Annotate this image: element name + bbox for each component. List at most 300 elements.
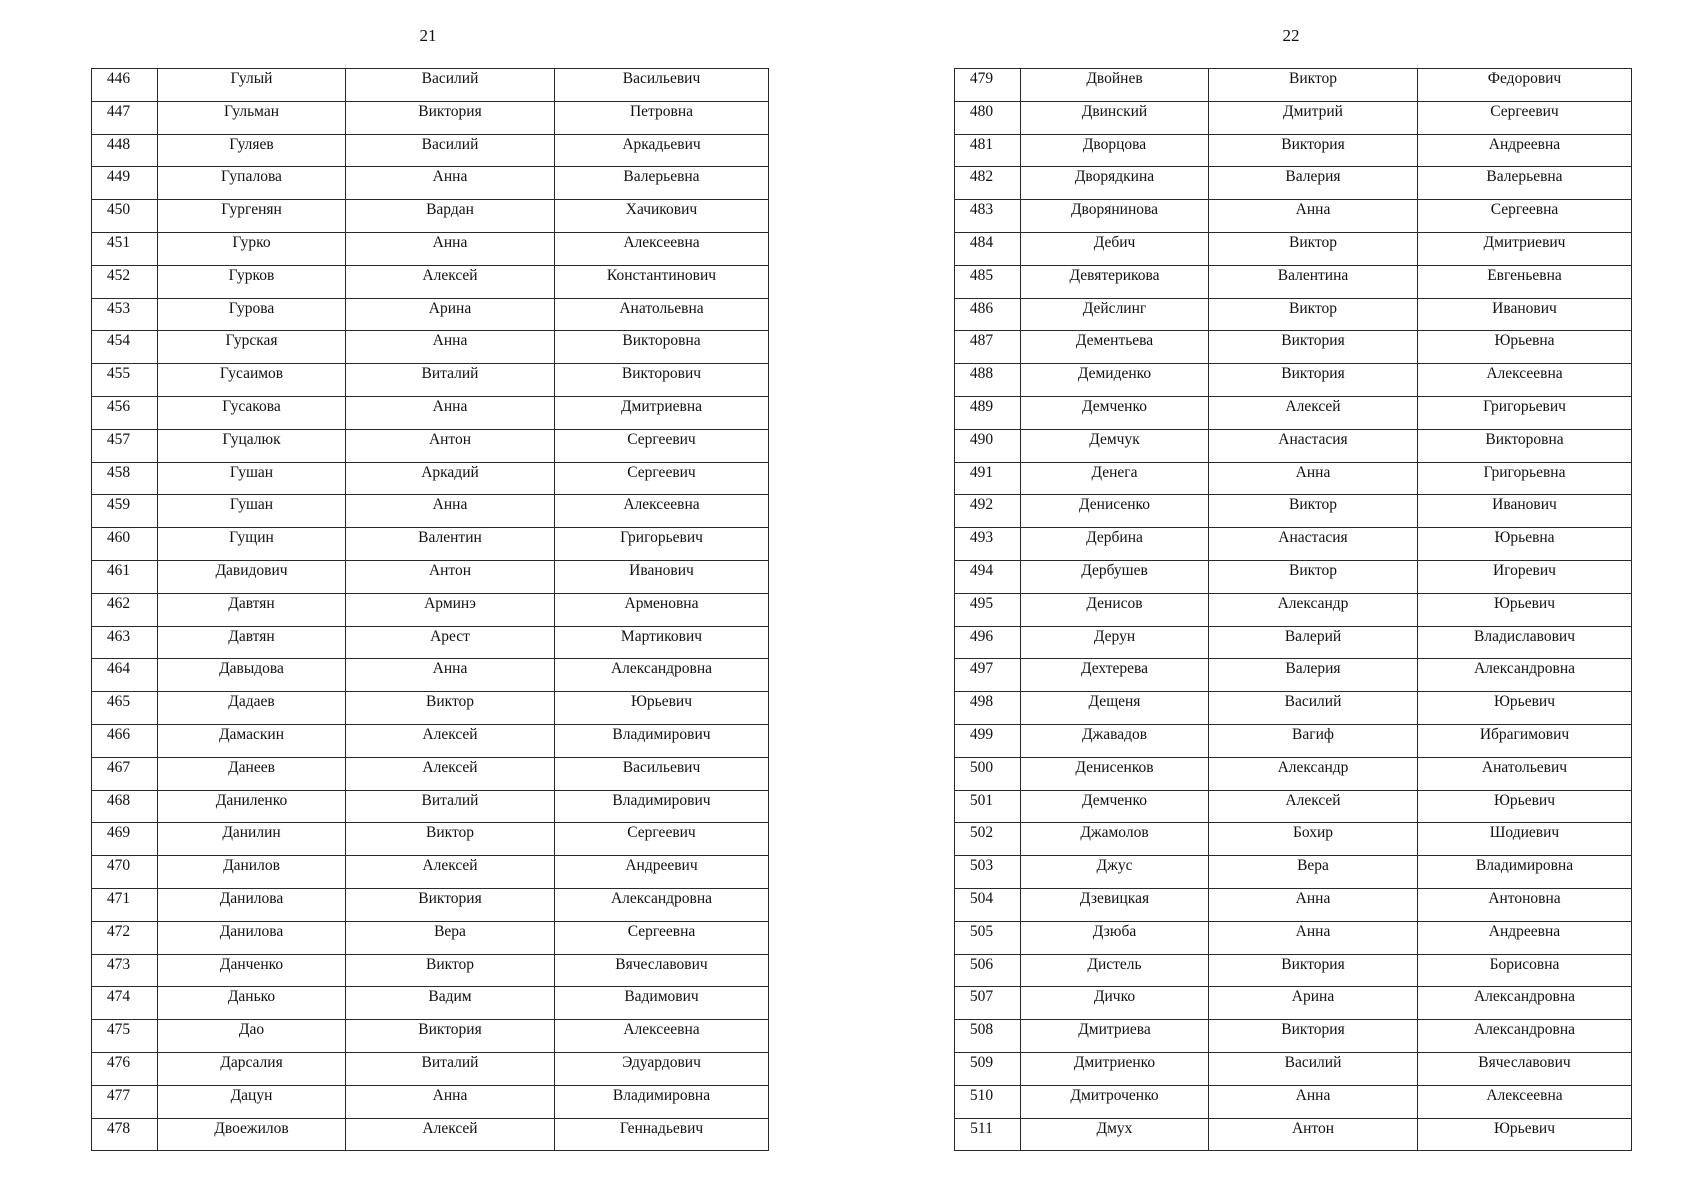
first-name-cell: Бохир xyxy=(1209,823,1418,856)
first-name-cell: Вадим xyxy=(346,987,555,1020)
first-name-cell: Виктория xyxy=(1209,134,1418,167)
name-table xyxy=(91,68,769,1151)
row-number-cell: 480 xyxy=(955,101,1021,134)
table-row xyxy=(955,101,1632,134)
table-row xyxy=(955,987,1632,1020)
row-number-cell: 458 xyxy=(92,462,158,495)
table-row xyxy=(955,888,1632,921)
table-row xyxy=(955,298,1632,331)
last-name-cell: Дехтерева xyxy=(1021,659,1209,692)
patronymic-cell: Викторовна xyxy=(1418,429,1632,462)
first-name-cell: Виктор xyxy=(346,692,555,725)
last-name-cell: Денисов xyxy=(1021,593,1209,626)
first-name-cell: Анна xyxy=(1209,921,1418,954)
last-name-cell: Дзюба xyxy=(1021,921,1209,954)
table-row xyxy=(92,232,769,265)
first-name-cell: Виктор xyxy=(1209,298,1418,331)
last-name-cell: Дворцова xyxy=(1021,134,1209,167)
patronymic-cell: Васильевич xyxy=(555,69,769,102)
last-name-cell: Дворядкина xyxy=(1021,167,1209,200)
first-name-cell: Антон xyxy=(1209,1118,1418,1151)
last-name-cell: Денега xyxy=(1021,462,1209,495)
last-name-cell: Гулый xyxy=(158,69,346,102)
last-name-cell: Дербина xyxy=(1021,528,1209,561)
row-number-cell: 498 xyxy=(955,692,1021,725)
patronymic-cell: Федорович xyxy=(1418,69,1632,102)
table-row xyxy=(92,659,769,692)
row-number-cell: 467 xyxy=(92,757,158,790)
table-row xyxy=(955,167,1632,200)
patronymic-cell: Аркадьевич xyxy=(555,134,769,167)
last-name-cell: Данилин xyxy=(158,823,346,856)
first-name-cell: Алексей xyxy=(346,724,555,757)
patronymic-cell: Юрьевна xyxy=(1418,331,1632,364)
last-name-cell: Гурков xyxy=(158,265,346,298)
first-name-cell: Вагиф xyxy=(1209,724,1418,757)
first-name-cell: Алексей xyxy=(1209,396,1418,429)
row-number-cell: 449 xyxy=(92,167,158,200)
patronymic-cell: Александровна xyxy=(555,888,769,921)
table-row xyxy=(92,1020,769,1053)
patronymic-cell: Владимирович xyxy=(555,790,769,823)
last-name-cell: Дацун xyxy=(158,1085,346,1118)
table-row xyxy=(955,790,1632,823)
table-row xyxy=(955,659,1632,692)
last-name-cell: Джамолов xyxy=(1021,823,1209,856)
last-name-cell: Дещеня xyxy=(1021,692,1209,725)
table-row xyxy=(955,528,1632,561)
patronymic-cell: Андреевич xyxy=(555,856,769,889)
first-name-cell: Анна xyxy=(346,396,555,429)
row-number-cell: 499 xyxy=(955,724,1021,757)
table-row xyxy=(955,364,1632,397)
table-row xyxy=(955,593,1632,626)
patronymic-cell: Александровна xyxy=(1418,987,1632,1020)
last-name-cell: Дао xyxy=(158,1020,346,1053)
row-number-cell: 446 xyxy=(92,69,158,102)
last-name-cell: Данилова xyxy=(158,888,346,921)
patronymic-cell: Вадимович xyxy=(555,987,769,1020)
table-row xyxy=(92,1118,769,1151)
first-name-cell: Анастасия xyxy=(1209,429,1418,462)
last-name-cell: Гушан xyxy=(158,462,346,495)
row-number-cell: 481 xyxy=(955,134,1021,167)
name-table xyxy=(954,68,1632,1151)
row-number-cell: 471 xyxy=(92,888,158,921)
first-name-cell: Василий xyxy=(1209,692,1418,725)
last-name-cell: Гурко xyxy=(158,232,346,265)
last-name-cell: Дадаев xyxy=(158,692,346,725)
patronymic-cell: Владимировна xyxy=(555,1085,769,1118)
patronymic-cell: Григорьевич xyxy=(555,528,769,561)
table-row xyxy=(92,954,769,987)
first-name-cell: Вардан xyxy=(346,200,555,233)
patronymic-cell: Петровна xyxy=(555,101,769,134)
row-number-cell: 493 xyxy=(955,528,1021,561)
left-page xyxy=(88,0,788,1200)
last-name-cell: Гущин xyxy=(158,528,346,561)
last-name-cell: Демченко xyxy=(1021,396,1209,429)
row-number-cell: 454 xyxy=(92,331,158,364)
row-number-cell: 485 xyxy=(955,265,1021,298)
patronymic-cell: Сергеевна xyxy=(555,921,769,954)
table-row xyxy=(955,626,1632,659)
first-name-cell: Анна xyxy=(1209,462,1418,495)
patronymic-cell: Константинович xyxy=(555,265,769,298)
table-row xyxy=(955,429,1632,462)
table-row xyxy=(955,265,1632,298)
patronymic-cell: Юрьевич xyxy=(555,692,769,725)
first-name-cell: Вера xyxy=(1209,856,1418,889)
right-page xyxy=(951,0,1651,1200)
last-name-cell: Гургенян xyxy=(158,200,346,233)
row-number-cell: 494 xyxy=(955,560,1021,593)
row-number-cell: 504 xyxy=(955,888,1021,921)
patronymic-cell: Александровна xyxy=(555,659,769,692)
patronymic-cell: Борисовна xyxy=(1418,954,1632,987)
patronymic-cell: Дмитриевич xyxy=(1418,232,1632,265)
first-name-cell: Антон xyxy=(346,429,555,462)
row-number-cell: 448 xyxy=(92,134,158,167)
first-name-cell: Анна xyxy=(1209,200,1418,233)
patronymic-cell: Васильевич xyxy=(555,757,769,790)
row-number-cell: 511 xyxy=(955,1118,1021,1151)
name-table-body xyxy=(92,69,769,1151)
row-number-cell: 474 xyxy=(92,987,158,1020)
last-name-cell: Девятерикова xyxy=(1021,265,1209,298)
first-name-cell: Арест xyxy=(346,626,555,659)
table-row xyxy=(955,921,1632,954)
row-number-cell: 488 xyxy=(955,364,1021,397)
first-name-cell: Виктория xyxy=(1209,1020,1418,1053)
row-number-cell: 503 xyxy=(955,856,1021,889)
row-number-cell: 457 xyxy=(92,429,158,462)
last-name-cell: Гуляев xyxy=(158,134,346,167)
table-row xyxy=(92,331,769,364)
table-row xyxy=(92,921,769,954)
last-name-cell: Двинский xyxy=(1021,101,1209,134)
patronymic-cell: Сергеевич xyxy=(555,429,769,462)
last-name-cell: Давтян xyxy=(158,593,346,626)
table-row xyxy=(92,757,769,790)
table-row xyxy=(955,1020,1632,1053)
first-name-cell: Алексей xyxy=(346,1118,555,1151)
patronymic-cell: Хачикович xyxy=(555,200,769,233)
row-number-cell: 510 xyxy=(955,1085,1021,1118)
last-name-cell: Демиденко xyxy=(1021,364,1209,397)
patronymic-cell: Андреевна xyxy=(1418,134,1632,167)
patronymic-cell: Викторович xyxy=(555,364,769,397)
first-name-cell: Анна xyxy=(346,167,555,200)
last-name-cell: Даниленко xyxy=(158,790,346,823)
first-name-cell: Анна xyxy=(346,659,555,692)
first-name-cell: Виктор xyxy=(346,823,555,856)
patronymic-cell: Александровна xyxy=(1418,1020,1632,1053)
first-name-cell: Анна xyxy=(346,1085,555,1118)
first-name-cell: Виктор xyxy=(1209,232,1418,265)
row-number-cell: 459 xyxy=(92,495,158,528)
patronymic-cell: Анатольевна xyxy=(555,298,769,331)
first-name-cell: Дмитрий xyxy=(1209,101,1418,134)
row-number-cell: 455 xyxy=(92,364,158,397)
table-row xyxy=(92,429,769,462)
table-row xyxy=(92,724,769,757)
row-number-cell: 478 xyxy=(92,1118,158,1151)
first-name-cell: Анастасия xyxy=(1209,528,1418,561)
patronymic-cell: Иванович xyxy=(555,560,769,593)
table-row xyxy=(955,1118,1632,1151)
row-number-cell: 466 xyxy=(92,724,158,757)
first-name-cell: Валерия xyxy=(1209,167,1418,200)
patronymic-cell: Мартикович xyxy=(555,626,769,659)
patronymic-cell: Антоновна xyxy=(1418,888,1632,921)
patronymic-cell: Иванович xyxy=(1418,495,1632,528)
table-row xyxy=(92,1052,769,1085)
patronymic-cell: Юрьевич xyxy=(1418,593,1632,626)
last-name-cell: Гусаимов xyxy=(158,364,346,397)
row-number-cell: 452 xyxy=(92,265,158,298)
first-name-cell: Анна xyxy=(346,331,555,364)
last-name-cell: Данько xyxy=(158,987,346,1020)
row-number-cell: 495 xyxy=(955,593,1021,626)
row-number-cell: 490 xyxy=(955,429,1021,462)
table-row xyxy=(92,167,769,200)
last-name-cell: Джус xyxy=(1021,856,1209,889)
table-row xyxy=(955,1052,1632,1085)
table-row xyxy=(955,331,1632,364)
row-number-cell: 486 xyxy=(955,298,1021,331)
table-row xyxy=(955,69,1632,102)
first-name-cell: Алексей xyxy=(1209,790,1418,823)
table-row xyxy=(92,69,769,102)
last-name-cell: Дмитриенко xyxy=(1021,1052,1209,1085)
row-number-cell: 470 xyxy=(92,856,158,889)
patronymic-cell: Юрьевна xyxy=(1418,528,1632,561)
table-row xyxy=(955,560,1632,593)
first-name-cell: Виктория xyxy=(1209,954,1418,987)
table-row xyxy=(92,396,769,429)
table-row xyxy=(92,560,769,593)
row-number-cell: 450 xyxy=(92,200,158,233)
patronymic-cell: Алексеевна xyxy=(1418,1085,1632,1118)
first-name-cell: Анна xyxy=(346,232,555,265)
row-number-cell: 492 xyxy=(955,495,1021,528)
row-number-cell: 484 xyxy=(955,232,1021,265)
first-name-cell: Арина xyxy=(1209,987,1418,1020)
last-name-cell: Данилова xyxy=(158,921,346,954)
patronymic-cell: Вячеславович xyxy=(1418,1052,1632,1085)
last-name-cell: Дейслинг xyxy=(1021,298,1209,331)
patronymic-cell: Алексеевна xyxy=(1418,364,1632,397)
patronymic-cell: Григорьевна xyxy=(1418,462,1632,495)
row-number-cell: 482 xyxy=(955,167,1021,200)
row-number-cell: 468 xyxy=(92,790,158,823)
patronymic-cell: Владимирович xyxy=(555,724,769,757)
row-number-cell: 476 xyxy=(92,1052,158,1085)
row-number-cell: 463 xyxy=(92,626,158,659)
row-number-cell: 501 xyxy=(955,790,1021,823)
row-number-cell: 479 xyxy=(955,69,1021,102)
row-number-cell: 464 xyxy=(92,659,158,692)
last-name-cell: Дамаскин xyxy=(158,724,346,757)
last-name-cell: Дмитриева xyxy=(1021,1020,1209,1053)
row-number-cell: 472 xyxy=(92,921,158,954)
first-name-cell: Виктория xyxy=(346,101,555,134)
last-name-cell: Гурская xyxy=(158,331,346,364)
first-name-cell: Виталий xyxy=(346,1052,555,1085)
row-number-cell: 500 xyxy=(955,757,1021,790)
first-name-cell: Анна xyxy=(1209,1085,1418,1118)
table-row xyxy=(92,298,769,331)
row-number-cell: 469 xyxy=(92,823,158,856)
patronymic-cell: Иванович xyxy=(1418,298,1632,331)
row-number-cell: 508 xyxy=(955,1020,1021,1053)
first-name-cell: Валерия xyxy=(1209,659,1418,692)
last-name-cell: Дементьева xyxy=(1021,331,1209,364)
first-name-cell: Арина xyxy=(346,298,555,331)
table-row xyxy=(955,954,1632,987)
patronymic-cell: Алексеевна xyxy=(555,1020,769,1053)
last-name-cell: Демченко xyxy=(1021,790,1209,823)
first-name-cell: Алексей xyxy=(346,856,555,889)
patronymic-cell: Александровна xyxy=(1418,659,1632,692)
table-row xyxy=(955,757,1632,790)
table-row xyxy=(955,724,1632,757)
row-number-cell: 505 xyxy=(955,921,1021,954)
table-row xyxy=(955,692,1632,725)
table-row xyxy=(92,265,769,298)
patronymic-cell: Валерьевна xyxy=(1418,167,1632,200)
last-name-cell: Гульман xyxy=(158,101,346,134)
first-name-cell: Арминэ xyxy=(346,593,555,626)
patronymic-cell: Владимировна xyxy=(1418,856,1632,889)
row-number-cell: 462 xyxy=(92,593,158,626)
row-number-cell: 477 xyxy=(92,1085,158,1118)
table-row xyxy=(92,856,769,889)
table-row xyxy=(92,626,769,659)
patronymic-cell: Шодиевич xyxy=(1418,823,1632,856)
table-row xyxy=(92,134,769,167)
last-name-cell: Дмух xyxy=(1021,1118,1209,1151)
row-number-cell: 473 xyxy=(92,954,158,987)
row-number-cell: 461 xyxy=(92,560,158,593)
table-row xyxy=(955,495,1632,528)
patronymic-cell: Сергеевна xyxy=(1418,200,1632,233)
patronymic-cell: Вячеславович xyxy=(555,954,769,987)
patronymic-cell: Андреевна xyxy=(1418,921,1632,954)
row-number-cell: 460 xyxy=(92,528,158,561)
patronymic-cell: Дмитриевна xyxy=(555,396,769,429)
last-name-cell: Дерун xyxy=(1021,626,1209,659)
patronymic-cell: Алексеевна xyxy=(555,495,769,528)
table-row xyxy=(955,462,1632,495)
first-name-cell: Василий xyxy=(1209,1052,1418,1085)
table-row xyxy=(92,200,769,233)
table-row xyxy=(92,692,769,725)
row-number-cell: 497 xyxy=(955,659,1021,692)
first-name-cell: Александр xyxy=(1209,593,1418,626)
row-number-cell: 496 xyxy=(955,626,1021,659)
table-row xyxy=(955,856,1632,889)
first-name-cell: Виктория xyxy=(346,1020,555,1053)
last-name-cell: Двоежилов xyxy=(158,1118,346,1151)
row-number-cell: 451 xyxy=(92,232,158,265)
first-name-cell: Василий xyxy=(346,134,555,167)
last-name-cell: Демчук xyxy=(1021,429,1209,462)
table-row xyxy=(955,134,1632,167)
last-name-cell: Давыдова xyxy=(158,659,346,692)
last-name-cell: Гуцалюк xyxy=(158,429,346,462)
table-row xyxy=(92,495,769,528)
table-row xyxy=(92,987,769,1020)
first-name-cell: Александр xyxy=(1209,757,1418,790)
table-row xyxy=(92,462,769,495)
last-name-cell: Гупалова xyxy=(158,167,346,200)
patronymic-cell: Сергеевич xyxy=(1418,101,1632,134)
first-name-cell: Вера xyxy=(346,921,555,954)
last-name-cell: Денисенко xyxy=(1021,495,1209,528)
row-number-cell: 487 xyxy=(955,331,1021,364)
last-name-cell: Дистель xyxy=(1021,954,1209,987)
table-row xyxy=(92,593,769,626)
first-name-cell: Виктор xyxy=(1209,495,1418,528)
last-name-cell: Денисенков xyxy=(1021,757,1209,790)
first-name-cell: Аркадий xyxy=(346,462,555,495)
row-number-cell: 447 xyxy=(92,101,158,134)
patronymic-cell: Игоревич xyxy=(1418,560,1632,593)
patronymic-cell: Юрьевич xyxy=(1418,1118,1632,1151)
patronymic-cell: Ибрагимович xyxy=(1418,724,1632,757)
row-number-cell: 475 xyxy=(92,1020,158,1053)
last-name-cell: Дичко xyxy=(1021,987,1209,1020)
patronymic-cell: Алексеевна xyxy=(555,232,769,265)
name-table-body xyxy=(955,69,1632,1151)
table-row xyxy=(92,364,769,397)
last-name-cell: Давидович xyxy=(158,560,346,593)
last-name-cell: Двойнев xyxy=(1021,69,1209,102)
last-name-cell: Давтян xyxy=(158,626,346,659)
table-row xyxy=(92,888,769,921)
row-number-cell: 465 xyxy=(92,692,158,725)
patronymic-cell: Геннадьевич xyxy=(555,1118,769,1151)
last-name-cell: Гурова xyxy=(158,298,346,331)
first-name-cell: Антон xyxy=(346,560,555,593)
patronymic-cell: Викторовна xyxy=(555,331,769,364)
first-name-cell: Виктория xyxy=(1209,364,1418,397)
first-name-cell: Валентина xyxy=(1209,265,1418,298)
first-name-cell: Василий xyxy=(346,69,555,102)
patronymic-cell: Владиславович xyxy=(1418,626,1632,659)
last-name-cell: Гусакова xyxy=(158,396,346,429)
last-name-cell: Дмитроченко xyxy=(1021,1085,1209,1118)
patronymic-cell: Валерьевна xyxy=(555,167,769,200)
table-row xyxy=(92,101,769,134)
first-name-cell: Анна xyxy=(1209,888,1418,921)
patronymic-cell: Арменовна xyxy=(555,593,769,626)
first-name-cell: Валерий xyxy=(1209,626,1418,659)
first-name-cell: Виктор xyxy=(346,954,555,987)
table-row xyxy=(955,396,1632,429)
patronymic-cell: Юрьевич xyxy=(1418,692,1632,725)
row-number-cell: 453 xyxy=(92,298,158,331)
first-name-cell: Виктория xyxy=(346,888,555,921)
last-name-cell: Дзевицкая xyxy=(1021,888,1209,921)
row-number-cell: 509 xyxy=(955,1052,1021,1085)
table-row xyxy=(92,1085,769,1118)
patronymic-cell: Анатольевич xyxy=(1418,757,1632,790)
patronymic-cell: Эдуардович xyxy=(555,1052,769,1085)
patronymic-cell: Сергеевич xyxy=(555,823,769,856)
